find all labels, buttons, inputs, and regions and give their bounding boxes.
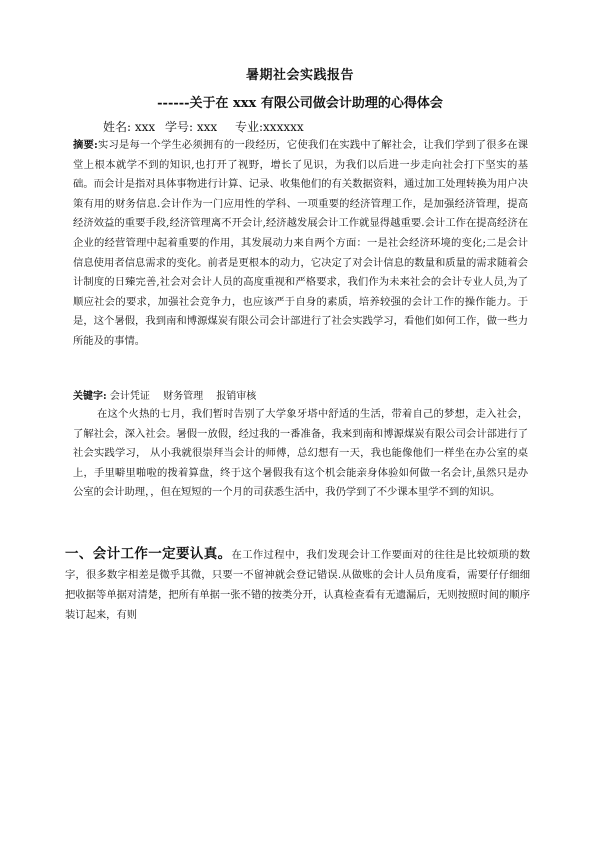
author-name: 姓名: xxx [103,120,156,134]
keyword-item: 报销审核 [216,391,257,402]
student-id: 学号: xxx [165,120,218,134]
section-1-heading: 一、会计工作一定要认真。 [65,546,232,562]
abstract-paragraph [73,136,528,352]
keyword-item: 财务管理 [163,391,204,402]
report-subtitle: ------关于在 xxx 有限公司做会计助理的心得体会 [157,96,443,111]
section-1 [65,544,530,625]
report-title: 暑期社会实践报告 [245,68,354,83]
keyword-item: 会计凭证 [109,391,150,402]
keywords-line [73,388,528,406]
abstract-text: 实习是每一个学生必须拥有的一段经历，它使我们在实践中了解社会，让我们学到了很多在课堂上根本就学不到的知识,也打开了视野，增长了见识，为我们以后进一步走向社会打下坚实的基础。而会计是指对具体事物进行计算、记录、收集他们的有关数据资料，通过加工处理转换为用户决策有用的财务信息.会计作为一门应用性的学科、一项重要的经济管理工作，是加强经济管理，提高经济效益的重要手段,经济管理离不开会计,经济越发展会计工作就显得越重要.会计工作在提高经济在企业的经营管理中起着重要的作用，其发展动力来自两个方面：一是社会经济环境的变化;二是会计信息使用者信息需求的变化。前者是更根本的动力，它决定了对会计信息的数量和质量的需求随着会计制度的日臻完善,社会对会计人员的高度重视和严格要求，我们作为未来社会的会计专业人员,为了顺应社会的要求，加强社会竞争力，也应该严于自身的素质，培养较强的会计工作的操作能力。于是，这个暑假，我到南和博源煤炭有限公司会计部进行了社会实践学习，看他们如何工作，做一些力所能及的事情。 [73,139,528,347]
author-info [103,118,310,135]
intro-paragraph: 在这个火热的七月，我们暂时告别了大学象牙塔中舒适的生活，带着自己的梦想，走入社会，了解社会，深入社会。暑假一放假，经过我的一番准备，我来到南和博源煤炭有限公司会计部进行了社会实践学习， 从小我就很崇拜当会计的师傅，总幻想有一天，我也能像他们一样坐在办公室的桌上，手里噼里啪啦的拨着算盘，终于这个暑假我有这个机会能亲身体验如何做一名会计,虽然只是办公室的会计助理，，但在短短的一个月的司获悉生活中，我仍学到了不少课本里学不到的知识。 [73,408,528,499]
student-major: 专业:xxxxxx [235,120,304,134]
section-1-text: 在工作过程中，我们发现会计工作要面对的往往是比较烦琐的数字，很多数字相差是微乎其微，只要一不留神就会登记错误.从做账的会计人员角度看，需要仔仔细细把收据等单据对清楚，把所有单据一张不错的按类分开，认真检查看有无遗漏后，无则按照时间的顺序装订起来，有则 [65,549,531,621]
abstract-label: 摘要: [73,139,98,151]
keywords-label: 关键字: [73,391,107,402]
